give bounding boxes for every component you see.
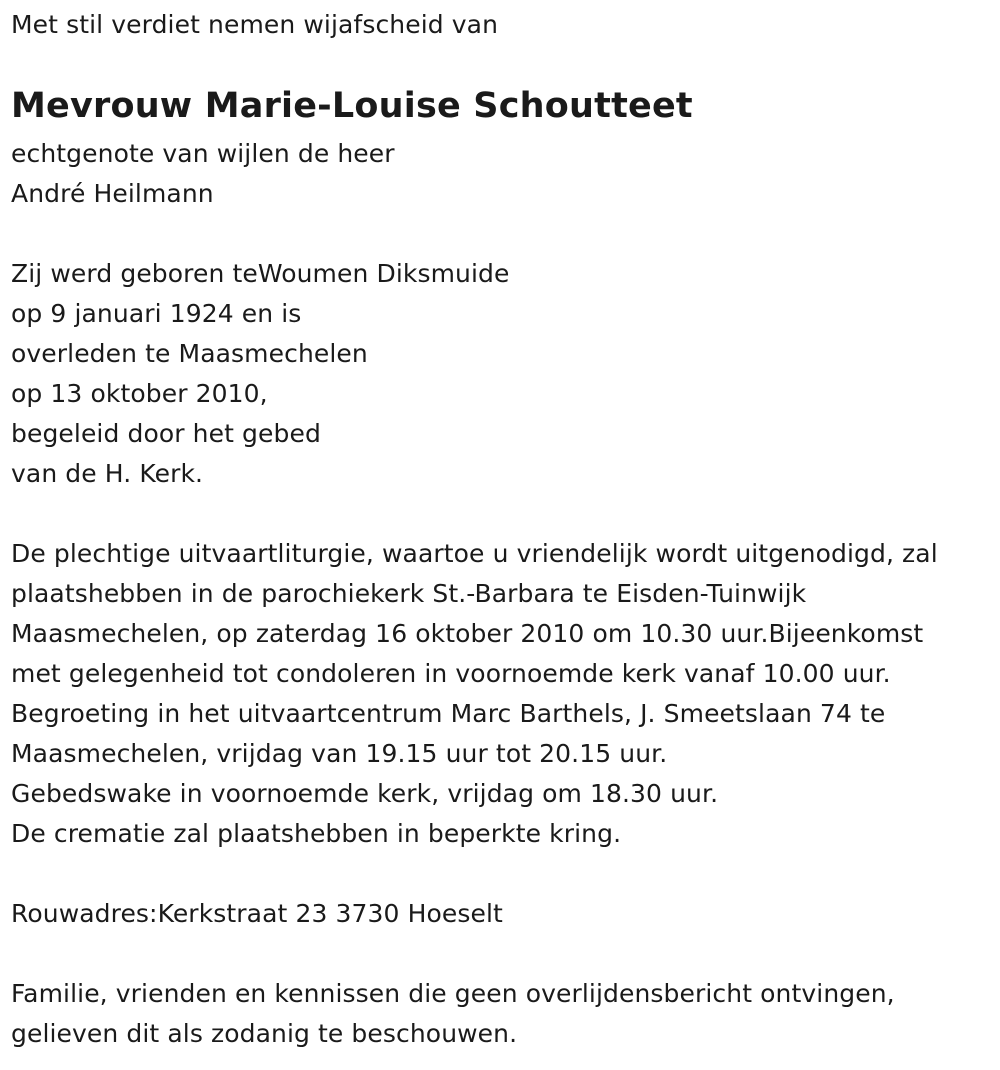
- closing-line: gelieven dit als zodanig te beschouwen.: [11, 1019, 518, 1048]
- life-line: op 13 oktober 2010,: [11, 379, 268, 408]
- life-line: overleden te Maasmechelen: [11, 339, 368, 368]
- life-line: begeleid door het gebed: [11, 419, 321, 448]
- closing-line: Familie, vrienden en kennissen die geen overlijdensbericht ontvingen,: [11, 979, 895, 1008]
- life-line: van de H. Kerk.: [11, 459, 204, 488]
- spouse-line: echtgenote van wijlen de heer: [11, 139, 395, 168]
- deceased-name: Mevrouw Marie-Louise Schoutteet: [11, 86, 693, 126]
- life-line: Zij werd geboren teWoumen Diksmuide: [11, 259, 510, 288]
- spouse-line: André Heilmann: [11, 179, 214, 208]
- intro-text: Met stil verdiet nemen wijafscheid van: [11, 10, 499, 39]
- mourning-address: Rouwadres:Kerkstraat 23 3730 Hoeselt: [11, 899, 503, 928]
- funeral-line: Gebedswake in voornoemde kerk, vrijdag om 18.30 uur.: [11, 779, 719, 808]
- funeral-line: Begroeting in het uitvaartcentrum Marc Barthels, J. Smeetslaan 74 te: [11, 699, 886, 728]
- life-line: op 9 januari 1924 en is: [11, 299, 302, 328]
- funeral-line: Maasmechelen, op zaterdag 16 oktober 2010 om 10.30 uur.Bijeenkomst: [11, 619, 924, 648]
- funeral-line: De plechtige uitvaartliturgie, waartoe u vriendelijk wordt uitgenodigd, zal: [11, 539, 938, 568]
- funeral-line: De crematie zal plaatshebben in beperkte kring.: [11, 819, 622, 848]
- funeral-line: plaatshebben in de parochiekerk St.-Barbara te Eisden-Tuinwijk: [11, 579, 807, 608]
- funeral-line: Maasmechelen, vrijdag van 19.15 uur tot 20.15 uur.: [11, 739, 668, 768]
- funeral-line: met gelegenheid tot condoleren in voornoemde kerk vanaf 10.00 uur.: [11, 659, 891, 688]
